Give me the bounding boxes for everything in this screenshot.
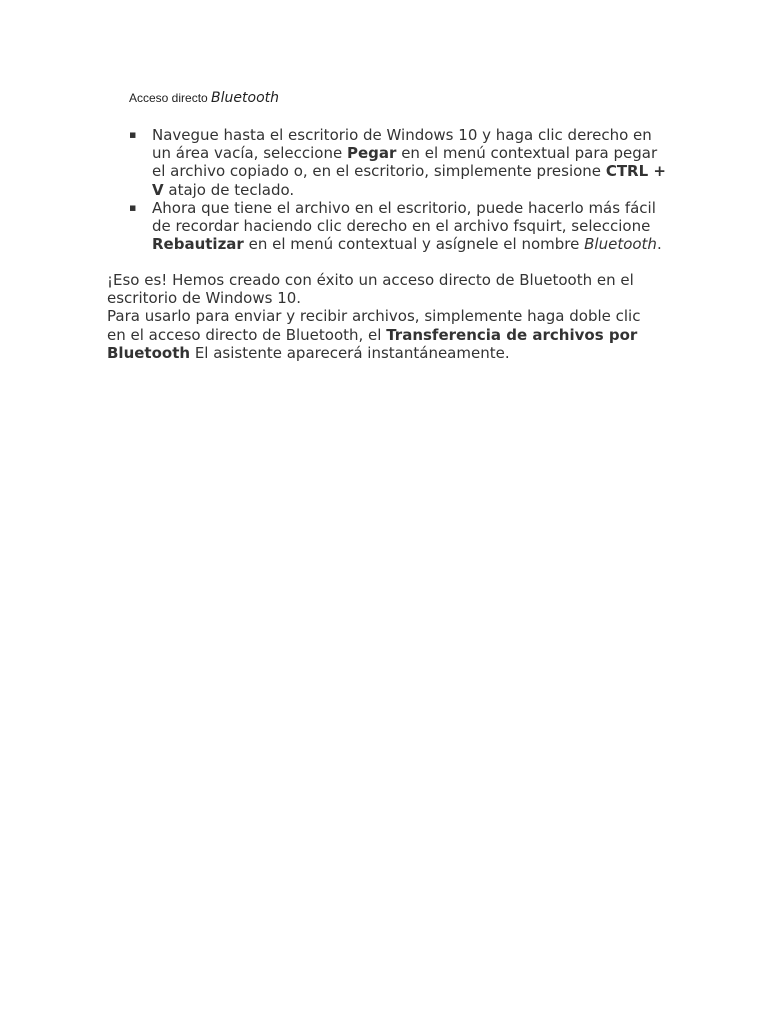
list-item [129, 199, 669, 254]
heading-name: Bluetooth [211, 90, 280, 106]
bullet-icon: ▪ [129, 128, 137, 141]
list-bold: CTRL + V [152, 162, 666, 199]
list-text: Navegue hasta el escritorio de Windows 10 y haga clic derecho en un área vacía, seleccione [152, 126, 652, 163]
paragraph-bold: Transferencia de archivos por Bluetooth [107, 325, 638, 362]
instruction-list [129, 126, 669, 253]
list-item [129, 126, 669, 199]
list-text: en el menú contextual para pegar el archivo copiado o, en el escritorio, simplemente presione [152, 144, 658, 181]
paragraph: ¡Eso es! Hemos creado con éxito un acceso directo de Bluetooth en el escritorio de Windows 10. [107, 271, 634, 308]
bullet-icon: ▪ [129, 200, 137, 214]
heading-prefix: Acceso directo [129, 91, 208, 105]
list-text: atajo de teclado. [163, 180, 295, 199]
list-text: Ahora que tiene el archivo en el escritorio, puede hacerlo más fácil de recordar haciendo clic derecho en el archivo fsquirt, seleccione [152, 198, 656, 236]
list-text: . [656, 235, 662, 254]
paragraph [107, 307, 662, 362]
paragraph-text: El asistente aparecerá instantáneamente. [190, 343, 510, 362]
paragraph-text: Para usarlo para enviar y recibir archivos, simplemente haga doble clic en el acceso directo de Bluetooth, el [107, 307, 641, 344]
section-heading [129, 90, 279, 106]
list-italic: Bluetooth [584, 235, 657, 254]
body-text [107, 271, 662, 362]
list-bold: Rebautizar [152, 235, 244, 254]
list-bold: Pegar [347, 144, 397, 163]
list-text: en el menú contextual y asígnele el nombre [243, 235, 585, 254]
